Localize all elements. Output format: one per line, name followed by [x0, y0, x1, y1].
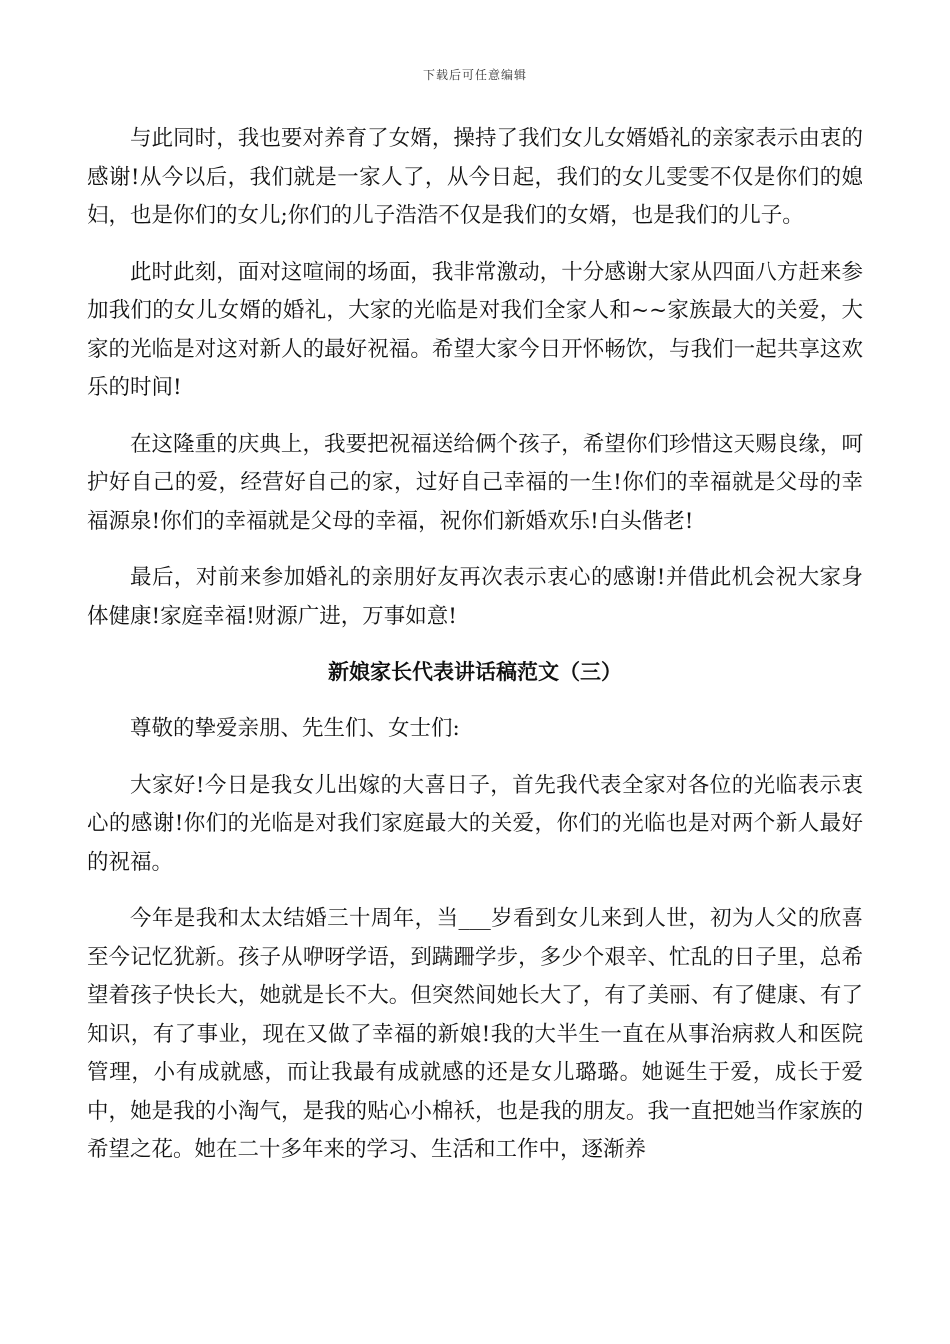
paragraph: 今年是我和太太结婚三十周年，当___岁看到女儿来到人世，初为人父的欣喜至今记忆犹新。孩子从咿呀学语，到蹒跚学步，多少个艰辛、忙乱的日子里，总希望着孩子快长大，她就是长不大。但突然间她长大了，有了美丽、有了健康、有了知识，有了事业，现在又做了幸福的新娘!我的大半生一直在从事治病救人和医院管理，小有成就感，而让我最有成就感的还是女儿璐璐。她诞生于爱，成长于爱中，她是我的小淘气，是我的贴心小棉袄，也是我的朋友。我一直把她当作家族的希望之花。她在二十多年来的学习、生活和工作中，逐渐养 [87, 906, 863, 1162]
page-header-note: 下载后可任意编辑 [422, 68, 527, 82]
paragraph: 与此同时，我也要对养育了女婿，操持了我们女儿女婿婚礼的亲家表示由衷的感谢!从今以后，我们就是一家人了，从今日起，我们的女儿雯雯不仅是你们的媳妇，也是你们的女儿;你们的儿子浩浩不仅是我们的女婿，也是我们的儿子。 [87, 126, 863, 228]
section-title: 新娘家长代表讲话稿范文（三） [328, 660, 622, 684]
paragraph: 最后，对前来参加婚礼的亲朋好友再次表示衷心的感谢!并借此机会祝大家身体健康!家庭幸福!财源广进，万事如意! [87, 565, 863, 629]
paragraph: 在这隆重的庆典上，我要把祝福送给俩个孩子，希望你们珍惜这天赐良缘，呵护好自己的爱，经营好自己的家，过好自己幸福的一生!你们的幸福就是父母的幸福源泉!你们的幸福就是父母的幸福，祝你们新婚欢乐!白头偕老! [87, 431, 863, 534]
paragraph: 大家好!今日是我女儿出嫁的大喜日子，首先我代表全家对各位的光临表示衷心的感谢!你们的光临是对我们家庭最大的关爱，你们的光临也是对两个新人最好的祝福。 [87, 772, 863, 875]
paragraph: 尊敬的挚爱亲朋、先生们、女士们: [130, 716, 460, 741]
paragraph: 此时此刻，面对这喧闹的场面，我非常激动，十分感谢大家从四面八方赶来参加我们的女儿女婿的婚礼，大家的光临是对我们全家人和~~家族最大的关爱，大家的光临是对这对新人的最好祝福。希望大家今日开怀畅饮，与我们一起共享这欢乐的时间! [87, 259, 863, 400]
document-body [87, 120, 863, 1188]
